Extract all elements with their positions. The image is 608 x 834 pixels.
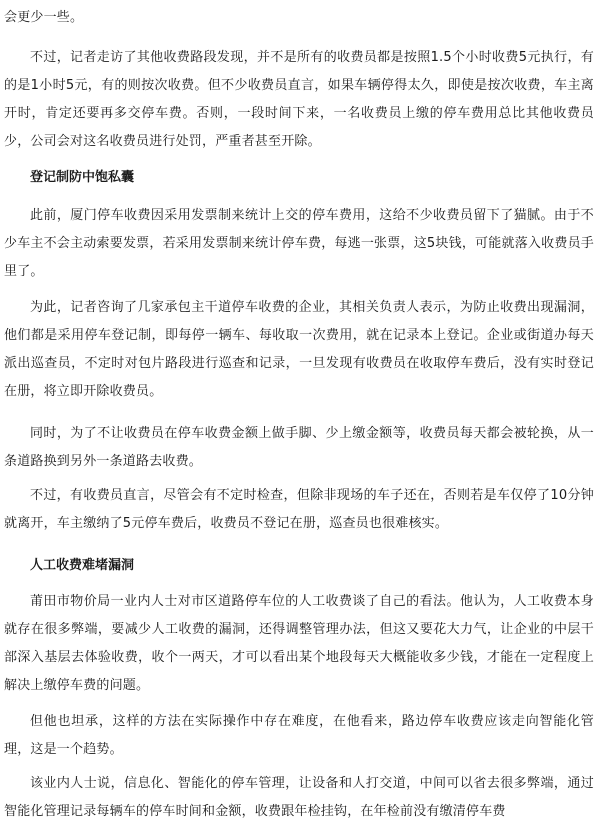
paragraph-7-block <box>4 708 594 764</box>
paragraph-6: 莆田市物价局一业内人士对市区道路停车位的人工收费谈了自己的看法。他认为，人工收费本身就存在很多弊端，要减少人工收费的漏洞，还得调整管理办法，但这又要花大力气，让企业的中层干部深入基层去体验收费，收个一两天，才可以看出某个地段每天大概能收多少钱，才能在一定程度上解决上缴停车费的问题。 <box>4 594 594 693</box>
paragraph-8-block <box>4 770 594 826</box>
paragraph-3: 为此，记者咨询了几家承包主干道停车收费的企业，其相关负责人表示，为防止收费出现漏洞，他们都是采用停车登记制，即每停一辆车、每收取一次费用，就在记录本上登记。企业或街道办每天派出巡查员，不定时对包片路段进行巡查和记录，一旦发现有收费员在收取停车费后，没有实时登记在册，将立即开除收费员。 <box>4 300 594 399</box>
paragraph-7: 但他也坦承，这样的方法在实际操作中存在难度，在他看来，路边停车收费应该走向智能化管理，这是一个趋势。 <box>4 714 594 757</box>
paragraph-3-block <box>4 294 594 406</box>
paragraph-4: 同时，为了不让收费员在停车收费金额上做手脚、少上缴金额等，收费员每天都会被轮换，从一条道路换到另外一条道路去收费。 <box>4 426 594 469</box>
section-heading-registration: 登记制防中饱私囊 <box>30 170 135 185</box>
paragraph-0-block <box>4 4 594 32</box>
paragraph-6-block <box>4 588 594 700</box>
paragraph-2-block <box>4 202 594 286</box>
paragraph-0: 会更少一些。 <box>4 10 84 25</box>
paragraph-2: 此前，厦门停车收费因采用发票制来统计上交的停车费用，这给不少收费员留下了猫腻。由于不少车主不会主动索要发票，若采用发票制来统计停车费，每逃一张票，这5块钱，可能就落入收费员手里了。 <box>4 208 594 279</box>
paragraph-4-block <box>4 420 594 476</box>
section-heading-manual-fees: 人工收费难堵漏洞 <box>30 558 135 573</box>
paragraph-1: 不过，记者走访了其他收费路段发现，并不是所有的收费员都是按照1.5个小时收费5元执行，有的是1小时5元，有的则按次收费。但不少收费员直言，如果车辆停得太久，即使是按次收费，车主离开时，肯定还要再多交停车费。否则，一段时间下来，一名收费员上缴的停车费用总比其他收费员少，公司会对这名收费员进行处罚，严重者甚至开除。 <box>4 50 594 149</box>
paragraph-8: 该业内人士说，信息化、智能化的停车管理，让设备和人打交道，中间可以省去很多弊端，通过智能化管理记录每辆车的停车时间和金额，收费跟年检挂钩，在年检前没有缴清停车费 <box>4 776 594 819</box>
paragraph-1-block <box>4 44 594 156</box>
paragraph-5-block <box>4 482 594 538</box>
paragraph-5: 不过，有收费员直言，尽管会有不定时检查，但除非现场的车子还在，否则若是车仅停了10分钟就离开，车主缴纳了5元停车费后，收费员不登记在册，巡查员也很难核实。 <box>4 488 594 531</box>
